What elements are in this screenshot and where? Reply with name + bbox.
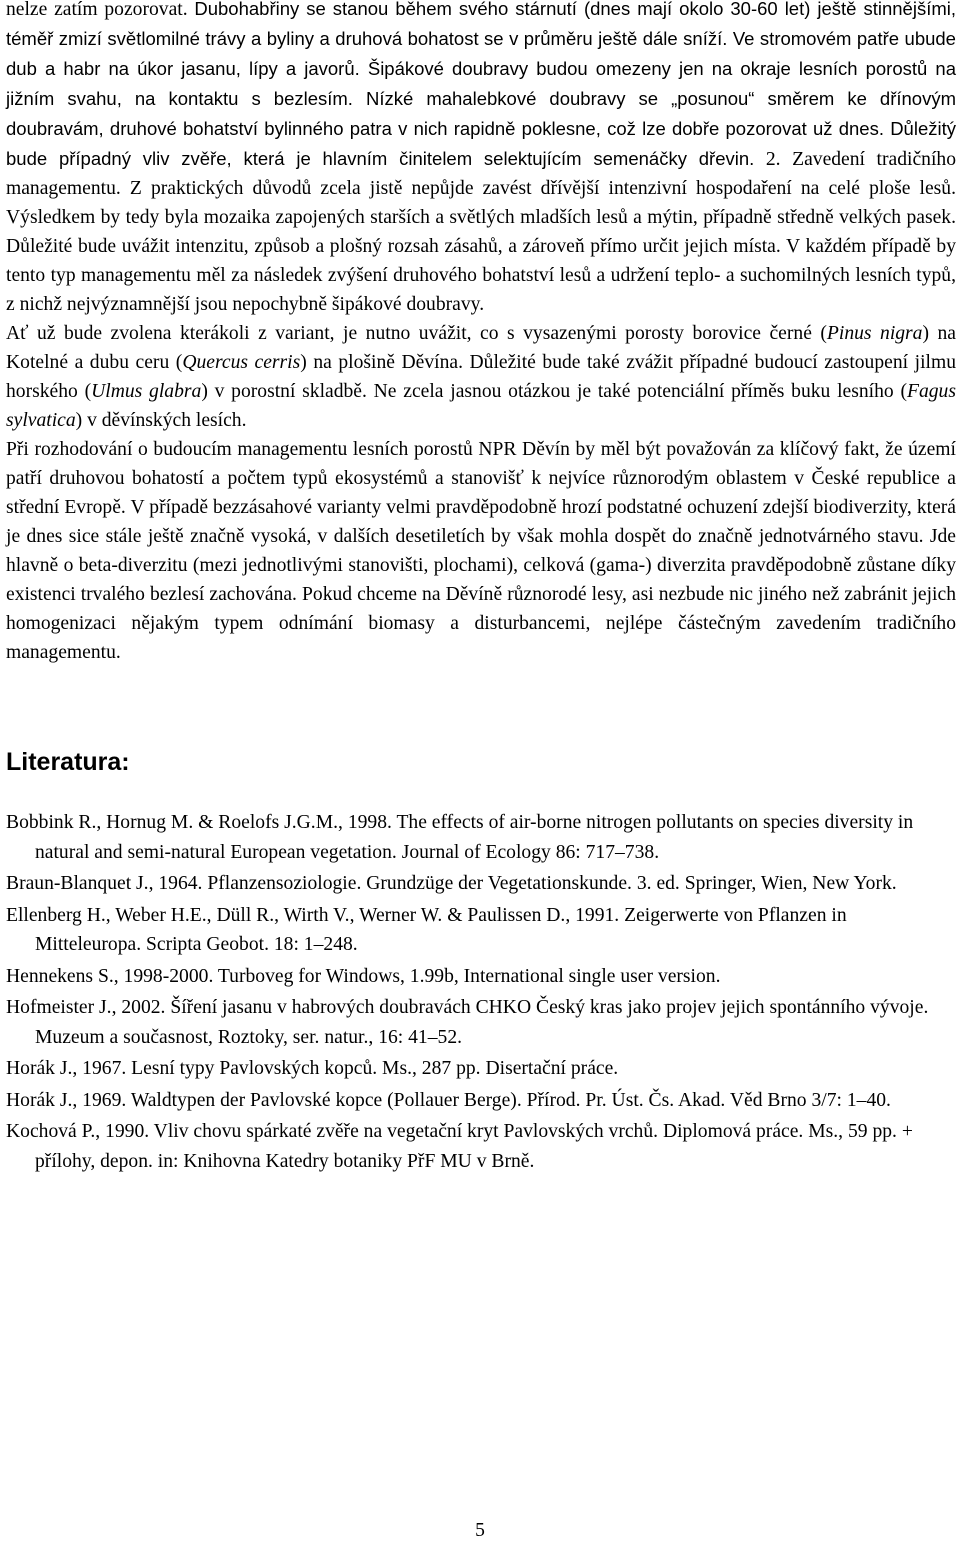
text-run: ) v děvínských lesích.: [75, 410, 247, 431]
text-run: Ve stromovém patře ubude dub a habr na úkor jasanu, lípy a javorů. Šipákové doubravy budou omezeny jen na okraje lesních porostů na jižním svahu, na kontaktu s bezlesím. Nízké mahalebkové doubravy se „posunou“ směrem ke dřínovým doubravám, druhové bohatství bylinného patra v nich rapidně poklesne, což lze dobře pozorovat už dnes. Důležitý bude případný vliv zvěře, která je hlavním činitelem selektujícím semenáčky dřevin.: [6, 28, 956, 169]
text-run: Ať už bude zvolena kterákoli z variant, je nutno uvážit, co s vysazenými porosty borovice černé (: [6, 323, 827, 344]
reference-item: Bobbink R., Hornug M. & Roelofs J.G.M., 1998. The effects of air-borne nitrogen pollutants on species diversity in natural and semi-natural European vegetation. Journal of Ecology 86: 717–738.: [6, 812, 914, 863]
paragraph: [6, 0, 956, 319]
text-run: ) v porostní skladbě. Ne zcela jasnou otázkou je také potenciální příměs buku lesního (: [201, 381, 907, 402]
text-run: nelze zatím pozorovat.: [6, 0, 195, 20]
reference-item: Hennekens S., 1998-2000. Turboveg for Windows, 1.99b, International single user version.: [6, 965, 721, 987]
document-page: [6, 0, 956, 1178]
text-run: ) na plošině Děvína. Důležité bude také zvážit případné budoucí zastoupení jilmu horského (: [6, 352, 956, 402]
reference-list: [6, 808, 956, 1176]
page-number: 5: [475, 1520, 485, 1541]
italic-text: Ulmus glabra: [91, 381, 202, 402]
text-run: Dubohabřiny se stanou během svého stárnutí (dnes mají okolo 30-60 let) ještě stinnějšími, téměř zmizí světlomilné trávy a byliny a druhová bohatost se v průměru ještě dále sníží.: [6, 0, 956, 49]
reference-item: Hofmeister J., 2002. Šíření jasanu v habrových doubravách CHKO Český kras jako projev jejich spontánního vývoje. Muzeum a současnost, Roztoky, ser. natur., 16: 41–52.: [6, 997, 929, 1048]
italic-text: Pinus nigra: [826, 323, 923, 344]
reference-item: Kochová P., 1990. Vliv chovu spárkaté zvěře na vegetační kryt Pavlovských vrchů. Diplomová práce. Ms., 59 pp. + přílohy, depon. in: Knihovna Katedry botaniky PřF MU v Brně.: [6, 1121, 913, 1172]
paragraph: [6, 435, 956, 667]
reference-item: Horák J., 1967. Lesní typy Pavlovských kopců. Ms., 287 pp. Disertační práce.: [6, 1058, 619, 1079]
section-heading: Literatura:: [6, 748, 130, 776]
reference-item: Ellenberg H., Weber H.E., Düll R., Wirth V., Werner W. & Paulissen D., 1991. Zeigerwerte von Pflanzen in Mitteleuropa. Scripta Geobot. 18: 1–248.: [6, 904, 847, 955]
text-run: Při rozhodování o budoucím managementu lesních porostů NPR Děvín by měl být považován za klíčový fakt, že území patří druhovou bohatostí a počtem typů ekosystémů a stanovišť k nejvíce různorodým oblastem v České republice a střední Evropě. V případě bezzásahové varianty velmi pravděpodobně hrozí podstatné ochuzení zdejší biodiverzity, která je dnes sice stále ještě značně vysoká, v dalších desetiletích by však mohla dospět do značně jednotvárného stavu. Jde hlavně o beta-diverzitu (mezi jednotlivými stanovišti, plochami), celková (gama-) diverzita pravděpodobně zůstane díky existenci trvalého bezlesí zachována. Pokud chceme na Děvíně různorodé lesy, asi nezbude nic jiného než zabránit jejich homogenizaci nějakým typem odnímání biomasy a disturbancemi, nejlépe částečným zavedením tradičního managementu.: [6, 439, 956, 663]
text-run: 2. Zavedení tradičního managementu. Z praktických důvodů zcela jistě nepůjde zavést dřívější intenzivní hospodaření na celé ploše lesů. Výsledkem by tedy byla mozaika zapojených starších a světlých mladších lesů a mýtin, případně středně velkých pasek. Důležité bude uvážit intenzitu, způsob a plošný rozsah zásahů, a zároveň přímo určit jejich místa. V každém případě by tento typ managementu měl za následek zvýšení druhového bohatství lesů a udržení teplo- a suchomilných lesních typů, z nichž nejvýznamnější jsou nepochybně šipákové doubravy.: [6, 149, 956, 315]
reference-item: Braun-Blanquet J., 1964. Pflanzensoziologie. Grundzüge der Vegetationskunde. 3. ed. Springer, Wien, New York.: [6, 873, 897, 894]
paragraph: [6, 319, 956, 435]
body-text: [6, 0, 956, 667]
italic-text: Quercus cerris: [182, 352, 301, 373]
text-run: ) na Kotelné a dubu ceru (: [6, 323, 956, 373]
italic-text: Fagus sylvatica: [6, 381, 956, 431]
reference-item: Horák J., 1969. Waldtypen der Pavlovské kopce (Pollauer Berge). Přírod. Pr. Úst. Čs. Akad. Věd Brno 3/7: 1–40.: [6, 1089, 891, 1111]
